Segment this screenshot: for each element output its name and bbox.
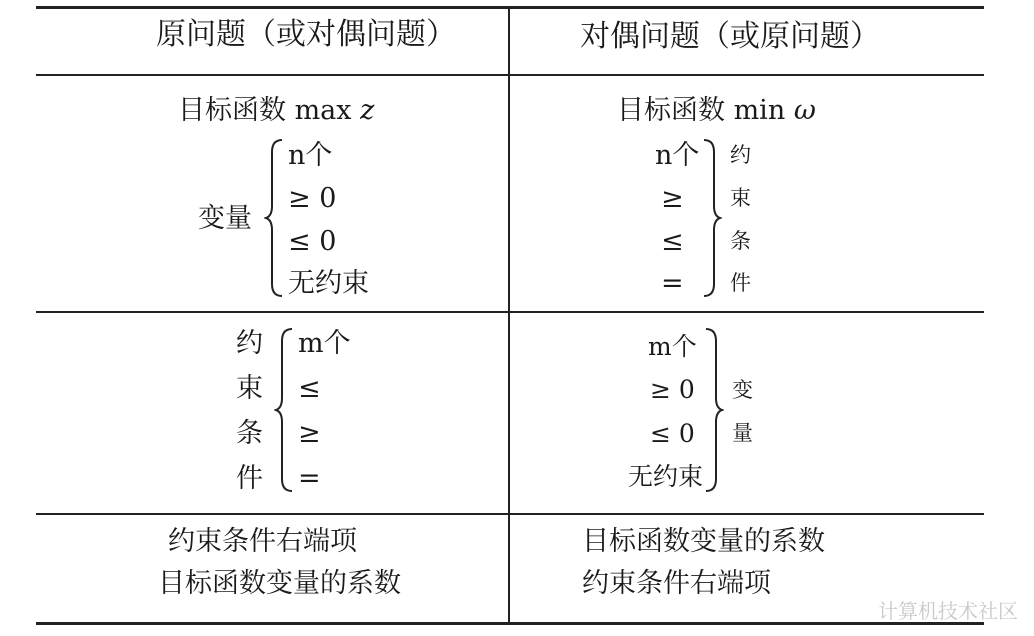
left-bottom-line-1: 约束条件右端项: [168, 526, 357, 557]
left-var-item-1: n个: [288, 140, 333, 171]
left-var-item-4: 无约束: [288, 268, 369, 299]
left-bottom-line-2: 目标函数变量的系数: [158, 568, 401, 599]
table-top-border: [36, 6, 984, 9]
left-cons-brace: [274, 327, 296, 493]
row-divider-1: [36, 311, 984, 313]
right-cons-item-2: ≥: [661, 183, 684, 214]
right-var-label-1: 变: [732, 378, 753, 402]
left-cons-label-3: 条: [236, 418, 263, 449]
table-bottom-border: [36, 622, 984, 625]
header-right: 对偶问题（或原问题）: [580, 19, 880, 54]
right-objective: [617, 97, 816, 124]
left-cons-label-2: 束: [236, 373, 263, 404]
left-var-item-3: ≤ 0: [288, 226, 337, 257]
right-cons-item-1: n个: [655, 140, 700, 171]
left-objective-var: z: [360, 95, 375, 126]
right-bottom-line-1: 目标函数变量的系数: [582, 526, 825, 557]
column-divider: [508, 6, 510, 624]
right-var-item-3: ≤ 0: [650, 419, 695, 448]
row-divider-2: [36, 513, 984, 515]
right-cons-label-4: 件: [730, 271, 751, 295]
left-var-label: 变量: [198, 203, 252, 234]
right-objective-label: 目标函数 min: [617, 95, 786, 126]
left-objective: [178, 97, 374, 124]
right-objective-var: ω: [793, 95, 816, 126]
right-bottom-line-2: 约束条件右端项: [582, 568, 771, 599]
header-left: 原问题（或对偶问题）: [156, 17, 456, 52]
left-cons-item-2: ≤: [298, 373, 321, 404]
right-var-item-1: m个: [648, 332, 697, 361]
left-cons-item-3: ≥: [298, 418, 321, 449]
right-cons-item-4: =: [661, 268, 684, 299]
right-var-brace: [702, 327, 724, 493]
right-cons-brace: [700, 138, 722, 298]
watermark: 计算机技术社区: [878, 599, 1018, 623]
left-cons-label-1: 约: [236, 328, 263, 359]
right-var-item-2: ≥ 0: [650, 375, 695, 404]
left-var-brace: [264, 138, 286, 298]
right-var-item-4: 无约束: [628, 462, 704, 491]
right-cons-item-3: ≤: [661, 226, 684, 257]
left-cons-label-4: 件: [236, 463, 263, 494]
right-var-label-2: 量: [732, 421, 753, 445]
header-divider: [36, 74, 984, 76]
right-cons-label-2: 束: [730, 186, 751, 210]
right-cons-label-1: 约: [730, 143, 751, 167]
left-cons-item-1: m个: [298, 328, 351, 359]
left-objective-label: 目标函数 max: [178, 95, 352, 126]
right-cons-label-3: 条: [730, 229, 751, 253]
left-var-item-2: ≥ 0: [288, 183, 337, 214]
left-cons-item-4: =: [298, 463, 321, 494]
